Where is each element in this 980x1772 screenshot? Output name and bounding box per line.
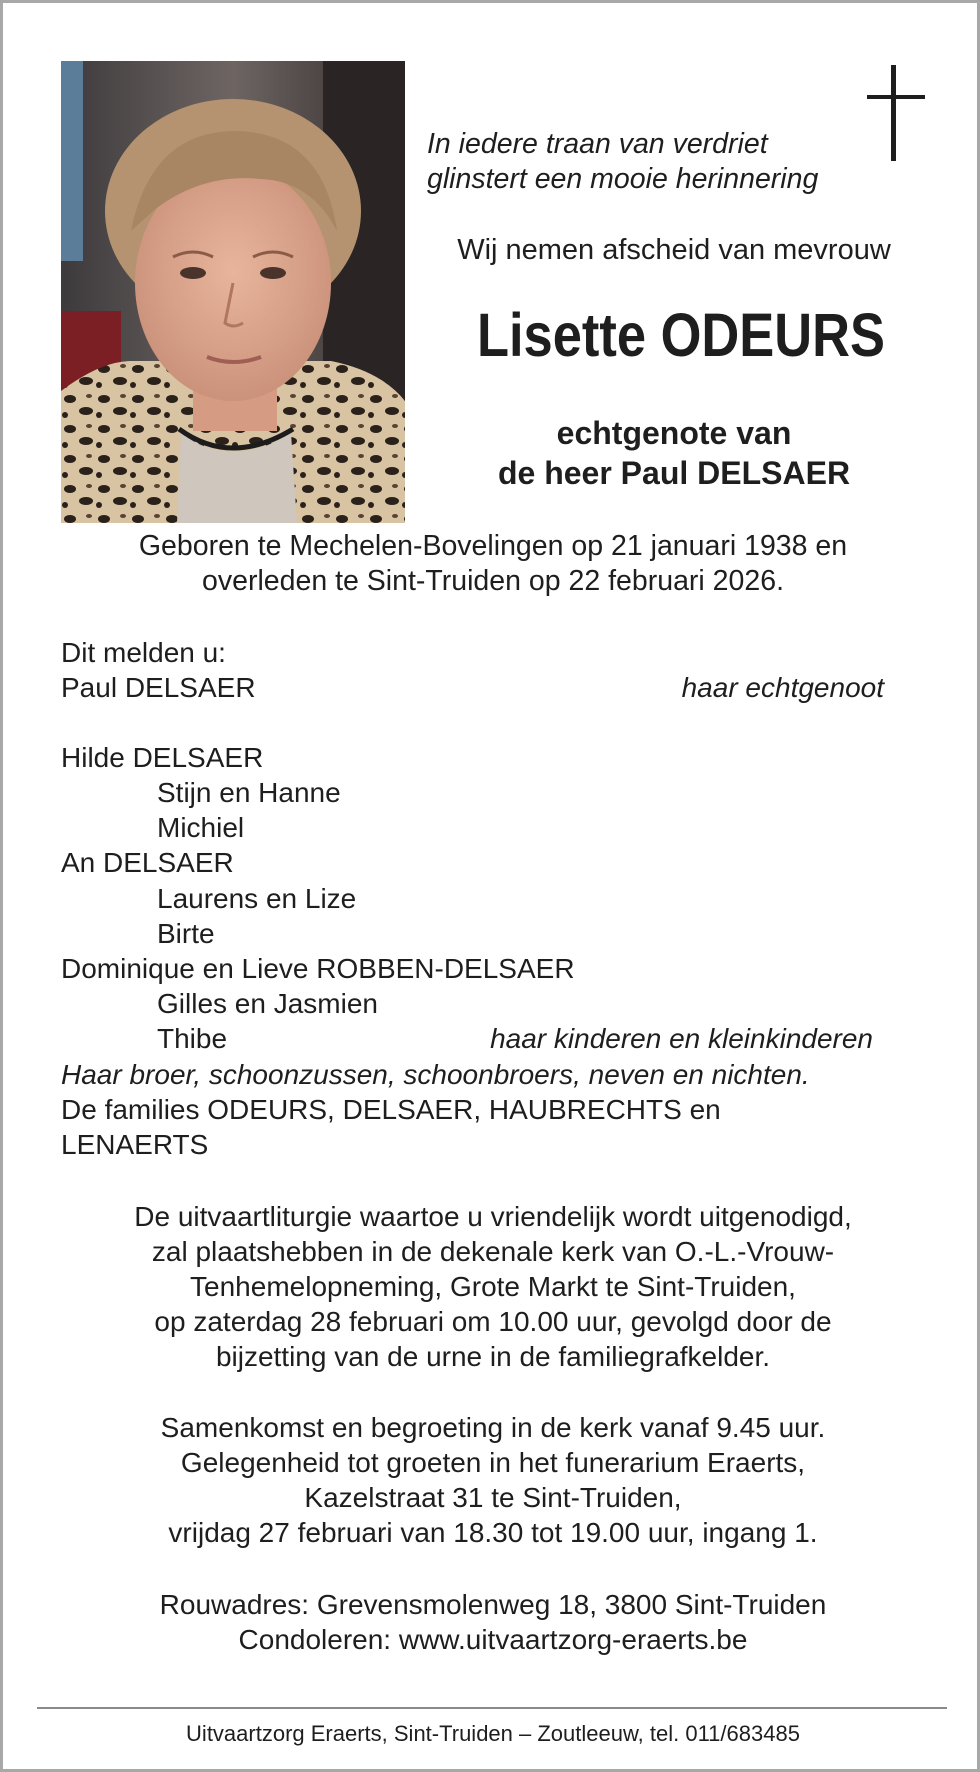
spouse-info [443, 413, 905, 493]
family-2-child-1: Laurens en Lize [157, 883, 357, 914]
ceremony-line-1: De uitvaartliturgie waartoe u vriendelijk wordt uitgenodigd, [134, 1201, 852, 1232]
farewell-text: Wij nemen afscheid van mevrouw [457, 234, 891, 266]
family-1-name: Hilde DELSAER [61, 742, 264, 773]
condolence-website[interactable]: Condoleren: www.uitvaartzorg-eraerts.be [238, 1624, 748, 1655]
quote-line-2: glinstert een mooie herinnering [427, 163, 819, 195]
family-3-child-2: Thibe [157, 1023, 228, 1054]
deceased-name: Lisette ODEURS [476, 301, 886, 369]
ceremony-line-3: Tenhemelopneming, Grote Markt te Sint-Truiden, [190, 1271, 796, 1302]
ceremony-line-2: zal plaatshebben in de dekenale kerk van O.-L.-Vrouw- [151, 1236, 835, 1267]
family-3-name: Dominique en Lieve ROBBEN-DELSAER [61, 953, 575, 984]
family-1-child-2: Michiel [157, 812, 245, 843]
portrait-photo [61, 61, 405, 523]
gathering-line-4: vrijdag 27 februari van 18.30 tot 19.00 uur, ingang 1. [168, 1517, 818, 1548]
family-2-name: An DELSAER [61, 847, 234, 878]
ceremony-line-5: bijzetting van de urne in de familiegrafkelder. [215, 1341, 771, 1372]
ceremony-line-4: op zaterdag 28 februari om 10.00 uur, gevolgd door de [154, 1306, 832, 1337]
contact-info [3, 1587, 980, 1657]
mourning-address: Rouwadres: Grevensmolenweg 18, 3800 Sint-Truiden [159, 1589, 827, 1620]
birth-death-info [3, 529, 980, 599]
footer-text: Uitvaartzorg Eraerts, Sint-Truiden – Zoutleeuw, tel. 011/683485 [186, 1721, 800, 1746]
cross-icon [867, 65, 925, 161]
spouse-line-2: de heer Paul DELSAER [497, 455, 851, 491]
husband-role: haar echtgenoot [681, 672, 884, 703]
gathering-line-2: Gelegenheid tot groeten in het funerarium Eraerts, [180, 1447, 806, 1478]
birth-line: Geboren te Mechelen-Bovelingen op 21 januari 1938 en [138, 530, 848, 562]
footer-divider [37, 1707, 947, 1709]
gathering-info [3, 1410, 980, 1550]
families-line-1: De families ODEURS, DELSAER, HAUBRECHTS en [61, 1094, 721, 1125]
relatives-line: Haar broer, schoonzussen, schoonbroers, neven en nichten. [61, 1059, 810, 1090]
spouse-line-1: echtgenote van [556, 415, 792, 451]
family-1-child-1: Stijn en Hanne [157, 777, 341, 808]
gathering-line-3: Kazelstraat 31 te Sint-Truiden, [304, 1482, 682, 1513]
family-2-child-2: Birte [157, 918, 215, 949]
quote [427, 127, 818, 197]
ceremony-info [3, 1199, 980, 1374]
quote-line-1: In iedere traan van verdriet [427, 128, 768, 160]
families-line-2: LENAERTS [61, 1129, 209, 1160]
family-3-child-1: Gilles en Jasmien [157, 988, 378, 1019]
announcers-intro: Dit melden u: [61, 637, 226, 668]
death-line: overleden te Sint-Truiden op 22 februari 2026. [202, 565, 784, 597]
husband-name: Paul DELSAER [61, 672, 256, 703]
gathering-line-1: Samenkomst en begroeting in de kerk vanaf 9.45 uur. [160, 1412, 826, 1443]
children-role: haar kinderen en kleinkinderen [490, 1023, 873, 1054]
